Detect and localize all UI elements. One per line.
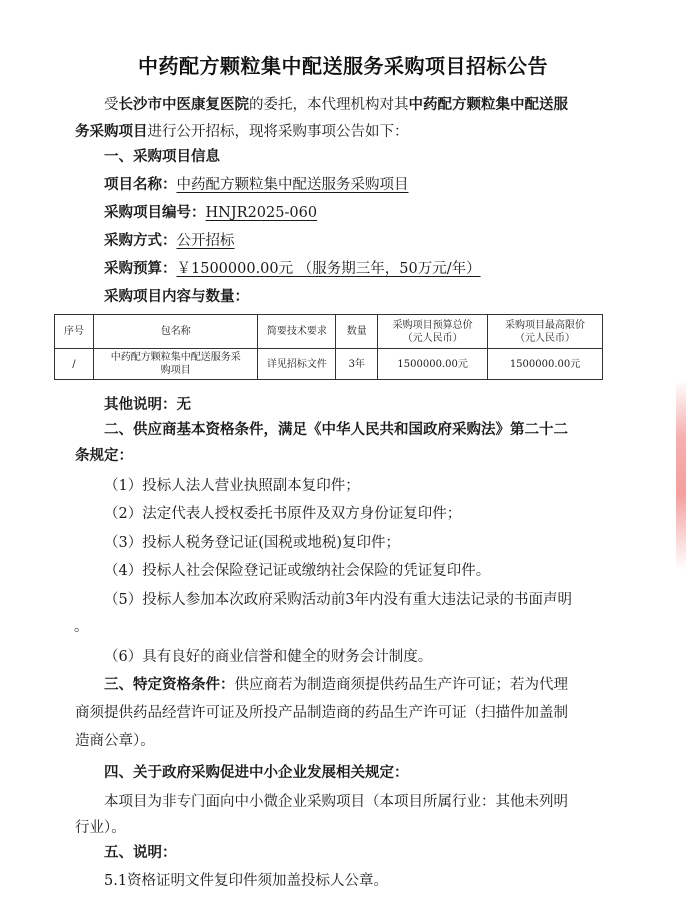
section-3-line-3: 造商公章）。 xyxy=(75,733,155,749)
header-package: 包名称 xyxy=(93,315,258,349)
section-5-heading: 五、说明： xyxy=(104,845,177,861)
project-name-row: 项目名称：中药配方颗粒集中配送服务采购项目 xyxy=(104,177,409,193)
qualification-item: （6）具有良好的商业信誉和健全的财务会计制度。 xyxy=(104,649,433,665)
section-2-heading: 二、供应商基本资格条件，满足《中华人民共和国政府采购法》第二十二 xyxy=(104,422,568,438)
intro-line-1: 受长沙市中医康复医院的委托，本代理机构对其中药配方颗粒集中配送服 xyxy=(104,97,568,113)
budget-value: ￥1500000.00元 （服务期三年，50万元/年） xyxy=(176,261,481,277)
cell-no: / xyxy=(55,349,94,380)
table-row xyxy=(55,349,603,380)
section-2-heading-cont: 条规定： xyxy=(75,448,133,464)
project-code-value: HNJR2025-060 xyxy=(205,205,318,221)
cell-requirements: 详见招标文件 xyxy=(258,349,336,380)
notice-title: 中药配方颗粒集中配送服务采购项目招标公告 xyxy=(138,54,548,78)
qualification-item-cont: 。 xyxy=(74,619,89,635)
header-no: 序号 xyxy=(55,315,94,349)
section-3-line-2: 商须提供药品经营许可证及所投产品制造商的药品生产许可证（扫描件加盖制 xyxy=(75,705,568,721)
header-quantity: 数量 xyxy=(336,315,378,349)
section-3-heading: 三、特定资格条件： xyxy=(104,677,235,693)
qualification-item: （5）投标人参加本次政府采购活动前3年内没有重大违法记录的书面声明 xyxy=(104,592,572,608)
cell-quantity: 3年 xyxy=(336,349,378,380)
header-requirements: 简要技术要求 xyxy=(258,315,336,349)
budget-row: 采购预算：￥1500000.00元 （服务期三年，50万元/年） xyxy=(104,261,481,277)
qualification-item: （3）投标人税务登记证(国税或地税)复印件； xyxy=(104,535,401,551)
content-quantity-label: 采购项目内容与数量： xyxy=(104,289,249,305)
project-code-row: 采购项目编号：HNJR2025-060 xyxy=(104,205,318,221)
section-4-line-2: 行业）。 xyxy=(75,820,126,836)
qualification-item: （1）投标人法人营业执照副本复印件； xyxy=(104,478,360,494)
section-4-line-1: 本项目为非专门面向中小微企业采购项目（本项目所属行业：其他未列明 xyxy=(104,794,568,810)
header-max-price: 采购项目最高限价 （元人民币） xyxy=(488,315,603,349)
section-4-heading: 四、关于政府采购促进中小企业发展相关规定： xyxy=(104,765,409,781)
procurement-table xyxy=(54,314,603,380)
qualification-item: （2）法定代表人授权委托书原件及双方身份证复印件； xyxy=(104,506,462,522)
header-budget: 采购项目预算总价 （元人民币） xyxy=(378,315,488,349)
cell-budget: 1500000.00元 xyxy=(378,349,488,380)
section-5-line-1: 5.1资格证明文件复印件须加盖投标人公章。 xyxy=(104,873,389,889)
procurement-method-row: 采购方式：公开招标 xyxy=(104,233,235,249)
table-header-row xyxy=(55,315,603,349)
section-3-line-1: 三、特定资格条件：供应商若为制造商须提供药品生产许可证；若为代理 xyxy=(104,677,568,693)
qualification-item: （4）投标人社会保险登记证或缴纳社会保险的凭证复印件。 xyxy=(104,563,491,579)
section-1-heading: 一、采购项目信息 xyxy=(104,149,220,165)
procurement-method-value: 公开招标 xyxy=(176,233,235,249)
intro-line-2: 务采购项目进行公开招标，现将采购事项公告如下： xyxy=(75,124,409,140)
project-name-value: 中药配方颗粒集中配送服务采购项目 xyxy=(176,177,409,193)
project-name-inline: 中药配方颗粒集中配送服 xyxy=(408,97,568,113)
client-name: 长沙市中医康复医院 xyxy=(118,97,249,113)
other-notes-row: 其他说明：无 xyxy=(104,397,191,413)
seal-stamp-fragment xyxy=(676,380,686,570)
cell-max-price: 1500000.00元 xyxy=(488,349,603,380)
cell-package: 中药配方颗粒集中配送服务采 购项目 xyxy=(93,349,258,380)
